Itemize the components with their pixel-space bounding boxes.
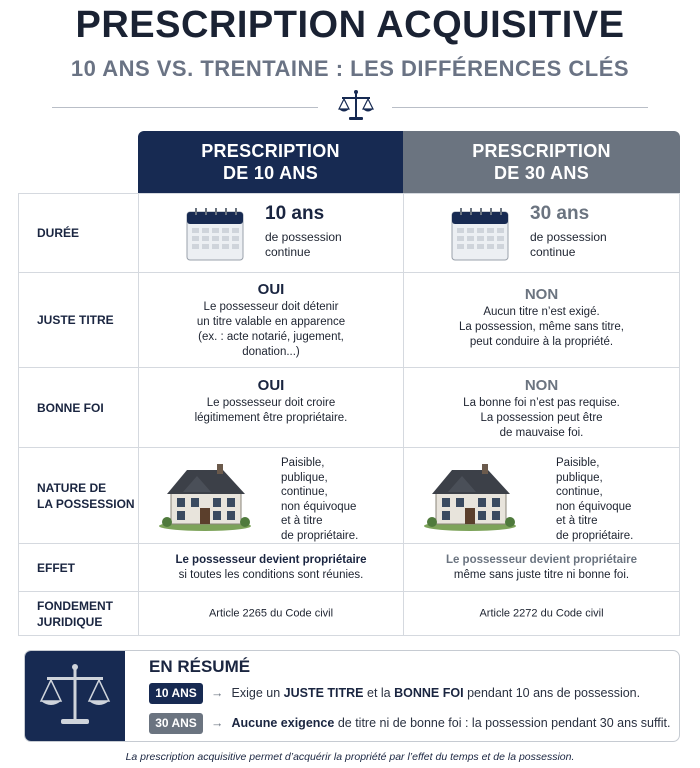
effet-10-main: Le possesseur devient propriétaire: [175, 553, 367, 566]
row-label-effet: EFFET: [19, 544, 139, 591]
juste-titre-10-line: un titre valable en apparence: [196, 316, 346, 328]
juste-titre-10-line: Le possesseur doit détenir: [203, 301, 339, 313]
summary-line-10: 10 ANS → Exige un JUSTE TITRE et la BONNE FOI pendant 10 ans de possession.: [149, 681, 640, 705]
house-icon: [422, 458, 518, 532]
duree-10-value: 10 ans: [265, 203, 325, 224]
summary-line-30: 30 ANS → Aucune exigence de titre ni de bonne foi : la possession pendant 30 ans suffit.: [149, 711, 670, 735]
cell-juste-titre-30: [404, 273, 679, 367]
cell-effet-30: [404, 544, 679, 591]
cell-effet-10: [139, 544, 404, 591]
cell-juste-titre-10: [139, 273, 404, 367]
bonne-foi-10-answer: OUI: [257, 377, 285, 394]
cell-bonne-foi-30: [404, 368, 679, 447]
juste-titre-10-line: (ex. : acte notarié, jugement,: [198, 331, 344, 343]
cell-fondement-30: [404, 592, 679, 635]
juste-titre-30-answer: NON: [524, 286, 559, 303]
duree-30-desc: de possession continue: [530, 230, 607, 259]
cell-nature-30: [404, 448, 679, 543]
arrow-icon: →: [211, 686, 224, 700]
fondement-30-article: Article 2272 du Code civil: [479, 607, 604, 619]
effet-10-detail: si toutes les conditions sont réunies.: [178, 568, 364, 581]
row-label-duree: DURÉE: [19, 194, 139, 272]
table-body: [18, 193, 680, 636]
row-juste-titre: [19, 272, 679, 367]
summary-tag-30: 30 ANS: [149, 713, 203, 734]
divider-left: [52, 107, 318, 108]
header-30-ans: PRESCRIPTION DE 30 ANS: [403, 131, 680, 193]
cell-duree-30: [404, 194, 679, 272]
summary-icon-panel: [25, 651, 125, 742]
cell-duree-10: [139, 194, 404, 272]
nature-30-qualities: Paisible, publique, continue, non équivoque et à titre de propriétaire.: [556, 457, 634, 542]
row-label-bonne-foi: BONNE FOI: [19, 368, 139, 447]
juste-titre-10-answer: OUI: [257, 281, 285, 298]
summary-title: EN RÉSUMÉ: [149, 657, 251, 676]
effet-30-main: Le possesseur devient propriétaire: [445, 553, 638, 566]
arrow-icon: →: [211, 716, 224, 730]
page-title: PRESCRIPTION ACQUISITIVE: [75, 4, 625, 46]
divider-right: [392, 107, 648, 108]
bonne-foi-30-line: La possession peut être: [480, 412, 603, 424]
house-icon: [157, 458, 253, 532]
summary-box: [24, 650, 680, 742]
cell-bonne-foi-10: [139, 368, 404, 447]
row-bonne-foi: [19, 367, 679, 447]
row-fondement: [19, 591, 679, 635]
juste-titre-30-line: Aucun titre n’est exigé.: [483, 306, 600, 318]
header-10-ans: PRESCRIPTION DE 10 ANS: [138, 131, 403, 193]
duree-30-value: 30 ans: [530, 203, 590, 224]
juste-titre-30-line: peut conduire à la propriété.: [469, 336, 614, 348]
bonne-foi-10-line: légitimement être propriétaire.: [194, 412, 348, 424]
juste-titre-10-line: donation...): [242, 346, 300, 358]
duree-10-desc: de possession continue: [265, 230, 342, 259]
row-label-fondement: FONDEMENT JURIDIQUE: [19, 592, 139, 635]
nature-10-qualities: Paisible, publique, continue, non équivoque et à titre de propriétaire.: [281, 457, 359, 542]
cell-fondement-10: [139, 592, 404, 635]
bonne-foi-30-line: de mauvaise foi.: [499, 427, 584, 439]
calendar-icon: [448, 206, 510, 262]
row-label-nature: NATURE DE LA POSSESSION: [19, 448, 139, 543]
fondement-10-article: Article 2265 du Code civil: [208, 607, 334, 619]
summary-tag-10: 10 ANS: [149, 683, 203, 704]
scales-icon: [338, 89, 374, 123]
cell-nature-10: [139, 448, 404, 543]
juste-titre-30-line: La possession, même sans titre,: [459, 321, 624, 333]
page-subtitle: 10 ANS VS. TRENTAINE : LES DIFFÉRENCES CLÉS: [70, 56, 630, 81]
footer-note: La prescription acquisitive permet d’acquérir la propriété par l’effet du temps et de la possession.: [125, 751, 575, 763]
calendar-icon: [183, 206, 245, 262]
bonne-foi-10-line: Le possesseur doit croire: [206, 397, 336, 409]
effet-30-detail: même sans juste titre ni bonne foi.: [453, 568, 630, 581]
row-effet: [19, 543, 679, 591]
scales-icon: [37, 661, 113, 733]
bonne-foi-30-answer: NON: [524, 377, 559, 394]
bonne-foi-30-line: La bonne foi n’est pas requise.: [463, 397, 620, 409]
row-nature: [19, 447, 679, 543]
row-label-juste-titre: JUSTE TITRE: [19, 273, 139, 367]
row-duree: [19, 194, 679, 272]
